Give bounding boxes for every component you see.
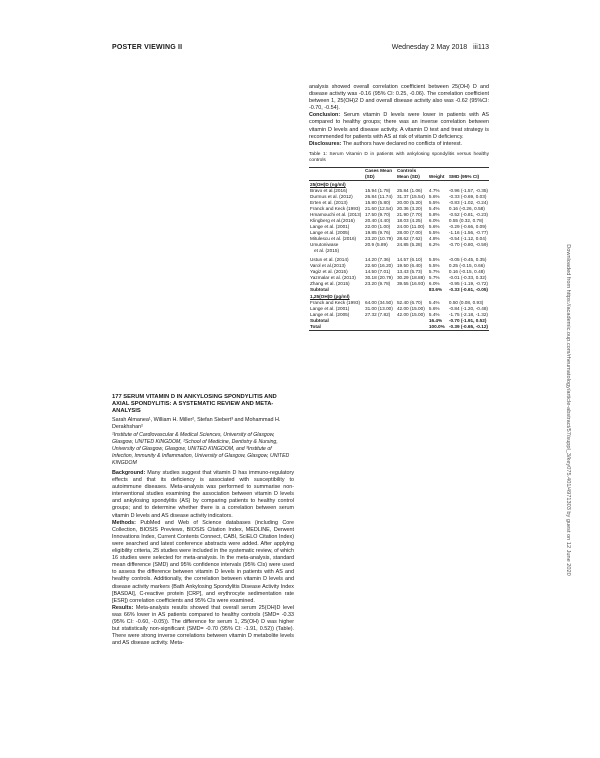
- abstract: [112, 394, 294, 647]
- cell-weight: 5.5%: [428, 200, 440, 206]
- cell-cases: 64.00 (34.50): [364, 300, 393, 306]
- cell-study: Lange et al. (2001): [310, 224, 350, 230]
- cell-cases: 27.32 (7.82): [364, 312, 391, 318]
- cell-weight: 16.4%: [428, 318, 443, 324]
- cell-cases: 23.20 (9.78): [364, 281, 391, 287]
- cell-weight: 5.6%: [428, 306, 440, 312]
- cell-smd: 0.25 (-0.15, 0.66): [448, 263, 485, 269]
- cell-cases: 22.60 (16.20): [364, 263, 393, 269]
- cell-weight: 5.6%: [428, 224, 440, 230]
- results-continuation: analysis showed overall correlation coefficient between 25(OH) D and disease activity was -0.16 (95% CI: 0.25, -0.06). The correlation coefficient between 1, 25(OH)2 D and overall disease activity also was -0.62 (95%CI: -0.70, -0.54).: [309, 84, 489, 112]
- cell-weight: 5.5%: [428, 230, 440, 236]
- cell-controls: 21.90 (7.70): [396, 212, 423, 218]
- cell-weight: 6.0%: [428, 281, 440, 287]
- cell-weight: 4.7%: [428, 188, 440, 194]
- cell-cases: 15.80 (5.80): [364, 200, 391, 206]
- cell-study: Bravo et al.(2016): [310, 188, 348, 194]
- cell-controls: 39.55 (16.93): [396, 281, 425, 287]
- cell-study: Mitulescu et al. (2016): [310, 236, 357, 242]
- cell-weight: 5.7%: [428, 269, 440, 275]
- cell-cases: 21.60 (12.54): [364, 206, 393, 212]
- results-label: Results:: [112, 604, 134, 611]
- cell-study: Umutoniwase: [310, 242, 339, 248]
- group1-label: 25(OH)D (ng/ml): [310, 182, 346, 188]
- right-column: [309, 84, 489, 331]
- cell-study: Zhang et al. (2015): [310, 281, 350, 287]
- conclusion-label: Conclusion:: [309, 112, 341, 119]
- results-text: Meta-analysis results showed that overall serum 25(OH)D level was 66% lower in AS patients compared to healthy controls (SMD= -0.33 (95% CI: -0.60, -0.05)). The difference for serum 1, 25(OH) D was higher but statistically non-significant (SMD= -0.70 (95% CI: -1.91, 0.52)) (Table). There were strong inverse correlations between vitamin D metabolite levels and AS disease activity. Meta-: [112, 604, 294, 647]
- cell-weight: 5.6%: [428, 194, 440, 200]
- cell-weight: 5.4%: [428, 312, 440, 318]
- cell-smd: 0.50 (0.08, 0.93): [448, 300, 484, 306]
- cell-study: Lange et al. (2005): [310, 312, 350, 318]
- cell-controls: 20.36 (3.20): [396, 206, 423, 212]
- cell-study: Subtotal: [310, 287, 329, 293]
- background-label: Background:: [112, 470, 146, 476]
- cell-weight: 83.6%: [428, 287, 443, 293]
- cell-controls: 52.40 (6.70): [396, 300, 423, 306]
- background-paragraph: [112, 470, 294, 520]
- cell-smd: -0.83 (-1.02, -0.24): [448, 200, 488, 206]
- cell-weight: 5.4%: [428, 300, 440, 306]
- disclosures-label: Disclosures:: [309, 140, 342, 147]
- cell-cases: 14.50 (7.01): [364, 269, 391, 275]
- cell-controls: 25.84 (1.06): [396, 188, 423, 194]
- cell-study: Lange et al. (2001): [310, 306, 350, 312]
- cell-smd: -1.75 (-2.18, -1.32): [448, 312, 488, 318]
- abstract-affiliations: ¹Institute of Cardiovascular & Medical Sciences, University of Glasgow, Glasgow, UNITED KINGDOM, ²School of Medicine, Dentistry & Nursing, University of Glasgow, Glasgow, UNITED KINGDOM, and ³Institute of Infection, Immunity & Inflammation, University of Glasgow, Glasgow, UNITED KINGDOM: [112, 432, 290, 467]
- conclusion-text: Serum vitamin D levels were lower in patients with AS compared to healthy groups; there was an inverse correlation between vitamin D levels and disease activity. A vitamin D test and treat strategy is recommended for patients with AS at risk of vitamin D deficiency.: [309, 112, 490, 140]
- cell-study: Subtotal: [310, 318, 329, 324]
- cell-weight: 5.8%: [428, 212, 440, 218]
- cell-controls: 24.85 (5.28): [396, 242, 423, 248]
- abstract-title: 177 SERUM VITAMIN D IN ANKYLOSING SPONDYLITIS AND AXIAL SPONDYLITIS: A SYSTEMATIC REVIEW AND META-ANALYSIS: [112, 394, 277, 415]
- cell-cases: 17.50 (9.70): [364, 212, 391, 218]
- total-row: [309, 324, 489, 331]
- col-header-weight: Weight: [428, 168, 448, 181]
- download-watermark: Downloaded from https://academic.oup.com/rheumatology/article-abstract/57/suppl_3/key075.401/4971303 by guest on 12 June 2020: [565, 244, 571, 576]
- background-text: Many studies suggest that vitamin D has immuno-regulatory effects and that its deficiency is associated with susceptibility to autoimmune diseases. Meta-analysis was performed to summarise non-interventional studies examining the association between vitamin D levels and ankylosing spondylitis (AS) by comparing patients to healthy control groups; and to determine whether there is a correlation between serum vitamin D levels and AS disease activity indicators.: [112, 470, 295, 519]
- cell-smd: -0.52 (-0.81, -0.23): [448, 212, 488, 218]
- cell-cases: 31.00 (13.00): [364, 306, 393, 312]
- cell-controls: 42.00 (15.00): [396, 306, 425, 312]
- cell-study-cont: et al. (2015): [314, 248, 340, 254]
- group2-label: 1,25(OH)D (pg/ml): [310, 294, 350, 300]
- cell-weight: 5.5%: [428, 263, 440, 269]
- cell-smd: 0.55 (0.32, 0.78): [448, 218, 484, 224]
- cell-study: Total: [309, 324, 364, 331]
- cell-controls: 30.29 (18.88): [396, 275, 425, 281]
- cell-controls: 20.00 (5.20): [396, 200, 423, 206]
- abstract-authors: Sarah Almanea¹, William H. Miller², Stefan Siebert³ and Mohammad H. Derakhshan²: [112, 417, 281, 431]
- cell-smd: -0.84 (-1.20, -0.48): [448, 306, 488, 312]
- abstract-body: [112, 470, 294, 647]
- cell-cases: 20.40 (4.40): [364, 218, 391, 224]
- cell-smd: -0.33 (-0.69, 0.03): [448, 194, 487, 200]
- cell-controls: 28.00 (7.00): [396, 230, 423, 236]
- cell-smd: -0.33 (-0.61, -0.05): [448, 287, 488, 293]
- col-header-controls: Controls Mean (SD): [396, 168, 428, 181]
- cell-study: Ustun et al. (2014): [310, 257, 349, 263]
- cell-study: Franck and Keck (1993): [310, 206, 361, 212]
- group-header-row: [309, 181, 489, 189]
- cell-study: Franck and Keck (1993): [310, 300, 361, 306]
- table-body: [309, 181, 489, 331]
- running-header-date: [392, 44, 489, 51]
- cell-weight: 6.0%: [428, 218, 440, 224]
- cell-controls: 14.57 (6.10): [396, 257, 423, 263]
- cell-study: Lange et al. (2005): [310, 230, 350, 236]
- running-header-section: POSTER VIEWING II: [112, 44, 183, 51]
- cell-cases: 20.9 (5.89): [364, 242, 388, 248]
- group-header-row: [309, 293, 489, 300]
- cell-study: Durmus et al. (2012): [310, 194, 353, 200]
- cell-weight: 5.5%: [428, 257, 440, 263]
- cell-weight: 6.2%: [428, 242, 440, 248]
- disclosures-text: The authors have declared no conflicts of interest.: [342, 140, 463, 147]
- cell-study: Yagiz et al. (2015): [310, 269, 348, 275]
- cell-controls: 24.00 (11.00): [396, 224, 425, 230]
- cell-smd: -0.29 (-0.66, 0.09): [448, 224, 487, 230]
- table-caption: Table 1: Serum Vitamin D in patients with ankylosing spondylitis versus healthy controls: [309, 151, 489, 164]
- header-date: Wednesday 2 May 2018: [391, 44, 468, 51]
- cell-cases: [364, 324, 396, 331]
- cell-controls: 13.43 (5.73): [396, 269, 423, 275]
- meta-analysis-table: [309, 167, 489, 331]
- conclusion-paragraph: [309, 112, 489, 140]
- cell-controls: [396, 324, 428, 331]
- cell-study: Varol et al.(2013): [310, 263, 346, 269]
- disclosures-paragraph: [309, 141, 489, 148]
- methods-text: PubMed and Web of Science databases (including Core Collection, BIOSIS Previews, BIOSIS Citation Index, MEDLINE, Derwent Innovations Index, Current Contents Connect, CABI, SciELO Citation Index) were searched and latest conference abstracts were added. After applying eligibility criteria, 25 studies were included in the systematic review, of which 16 studies were selected for meta-analysis. In the meta-analysis, standard mean difference (SMD) and 95% confidence intervals (95% CIs) were used to assess the difference between vitamin D levels in patients with AS and healthy controls. Additionally, the correlation between vitamin D levels and disease activity markers (Bath Ankylosing Spondylitis Disease Activity Index [BASDAI], C-reactive protein [CRP], and erythrocyte sedimentation rate [ESR]) correlation coefficients and 95% CIs were examined.: [112, 519, 295, 604]
- cell-weight: 5.7%: [428, 275, 440, 281]
- cell-controls: 28.62 (7.62): [396, 236, 423, 242]
- cell-controls: 19.50 (6.40): [396, 263, 423, 269]
- cell-weight: 5.4%: [428, 206, 440, 212]
- cell-smd: 0.16 (-0.15, 0.48): [448, 269, 485, 275]
- cell-smd: -0.70 (-0.80, -0.59): [448, 242, 488, 248]
- cell-study: Yazmalar et al. (2013): [310, 275, 356, 281]
- cell-study: Erten et al. (2013): [310, 200, 348, 206]
- cell-smd: 0.16 (-0.26, 0.58): [448, 206, 485, 212]
- cell-smd: -0.39 (-0.65, -0.12): [448, 324, 488, 330]
- cell-weight: 4.8%: [428, 236, 440, 242]
- cell-smd: -0.54 (-1.12, 0.04): [448, 236, 487, 242]
- col-header-cases: Cases Mean (SD): [364, 168, 396, 181]
- results-paragraph: [112, 605, 294, 648]
- page-number: iii113: [473, 44, 489, 51]
- col-header-smd: SMD (95% CI): [448, 168, 489, 181]
- cell-cases: 14.20 (7.36): [364, 257, 391, 263]
- cell-study: Hmamouchi et al. (2013): [310, 212, 362, 218]
- cell-cases: 23.20 (10.79): [364, 236, 393, 242]
- cell-cases: 19.85 (9.76): [364, 230, 391, 236]
- cell-cases: 22.00 (1.00): [364, 224, 391, 230]
- methods-paragraph: [112, 520, 294, 605]
- cell-cases: 26.84 (11.74): [364, 194, 393, 200]
- cell-smd: -0.95 (-1.19, -0.72): [448, 281, 488, 287]
- cell-cases: 30.18 (20.79): [364, 275, 393, 281]
- col-header-study: [309, 168, 364, 181]
- cell-smd: -1.16 (-1.56, -0.77): [448, 230, 488, 236]
- cell-smd: -0.05 (-0.45, 0.35): [448, 257, 487, 263]
- cell-controls: 31.37 (15.54): [396, 194, 425, 200]
- cell-controls: 42.00 (15.00): [396, 312, 425, 318]
- cell-smd: -0.01 (-0.33, 0.32): [448, 275, 487, 281]
- cell-smd: -0.70 (-1.91, 0.52): [448, 318, 487, 324]
- cell-controls: 18.03 (4.25): [396, 218, 423, 224]
- cell-smd: -0.96 (-1.57, -0.35): [448, 188, 488, 194]
- methods-label: Methods:: [112, 519, 136, 526]
- cell-study: Klingberg et al.(2016): [310, 218, 355, 224]
- cell-weight: 100.0%: [428, 324, 448, 331]
- cell-cases: 15.94 (1.78): [364, 188, 391, 194]
